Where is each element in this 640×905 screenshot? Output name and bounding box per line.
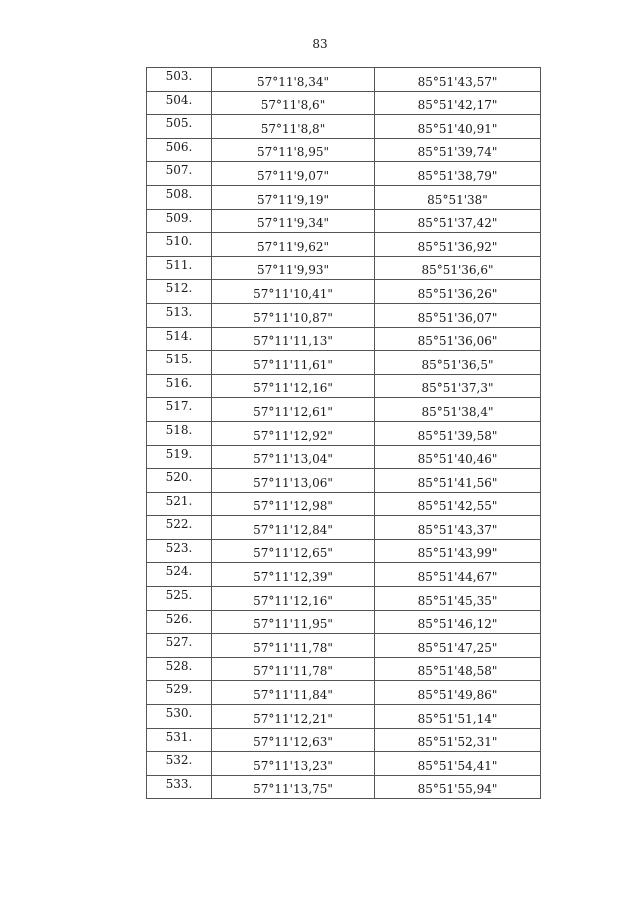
point-number-cell: 525. bbox=[147, 587, 212, 611]
table-row bbox=[147, 634, 541, 658]
table-row bbox=[147, 398, 541, 422]
latitude-cell: 57°11'13,23" bbox=[212, 752, 375, 776]
point-number-cell: 513. bbox=[147, 303, 212, 327]
longitude-cell: 85°51'38,79" bbox=[375, 162, 541, 186]
latitude-cell: 57°11'12,63" bbox=[212, 728, 375, 752]
latitude-cell: 57°11'9,19" bbox=[212, 185, 375, 209]
latitude-cell: 57°11'11,78" bbox=[212, 634, 375, 658]
point-number-cell: 530. bbox=[147, 705, 212, 729]
latitude-cell: 57°11'12,21" bbox=[212, 705, 375, 729]
table-row bbox=[147, 610, 541, 634]
table-row bbox=[147, 68, 541, 92]
point-number-cell: 510. bbox=[147, 233, 212, 257]
latitude-cell: 57°11'12,16" bbox=[212, 374, 375, 398]
point-number-cell: 515. bbox=[147, 351, 212, 375]
table-row bbox=[147, 539, 541, 563]
point-number-cell: 521. bbox=[147, 492, 212, 516]
point-number-cell: 527. bbox=[147, 634, 212, 658]
point-number-cell: 508. bbox=[147, 185, 212, 209]
point-number-cell: 523. bbox=[147, 539, 212, 563]
latitude-cell: 57°11'9,62" bbox=[212, 233, 375, 257]
longitude-cell: 85°51'39,74" bbox=[375, 138, 541, 162]
longitude-cell: 85°51'37,3" bbox=[375, 374, 541, 398]
point-number-cell: 528. bbox=[147, 657, 212, 681]
latitude-cell: 57°11'11,13" bbox=[212, 327, 375, 351]
table-row bbox=[147, 775, 541, 799]
table-row bbox=[147, 492, 541, 516]
table-row bbox=[147, 705, 541, 729]
longitude-cell: 85°51'40,46" bbox=[375, 445, 541, 469]
table-row bbox=[147, 209, 541, 233]
table-row bbox=[147, 516, 541, 540]
latitude-cell: 57°11'8,6" bbox=[212, 91, 375, 115]
point-number-cell: 505. bbox=[147, 115, 212, 139]
latitude-cell: 57°11'9,07" bbox=[212, 162, 375, 186]
latitude-cell: 57°11'13,75" bbox=[212, 775, 375, 799]
table-row bbox=[147, 563, 541, 587]
longitude-cell: 85°51'46,12" bbox=[375, 610, 541, 634]
table-row bbox=[147, 351, 541, 375]
latitude-cell: 57°11'11,61" bbox=[212, 351, 375, 375]
longitude-cell: 85°51'38,4" bbox=[375, 398, 541, 422]
longitude-cell: 85°51'42,17" bbox=[375, 91, 541, 115]
table-row bbox=[147, 162, 541, 186]
point-number-cell: 531. bbox=[147, 728, 212, 752]
latitude-cell: 57°11'9,93" bbox=[212, 256, 375, 280]
longitude-cell: 85°51'43,37" bbox=[375, 516, 541, 540]
page-number: 83 bbox=[312, 37, 328, 51]
latitude-cell: 57°11'12,84" bbox=[212, 516, 375, 540]
longitude-cell: 85°51'36,26" bbox=[375, 280, 541, 304]
longitude-cell: 85°51'54,41" bbox=[375, 752, 541, 776]
table-row bbox=[147, 374, 541, 398]
table-row bbox=[147, 138, 541, 162]
latitude-cell: 57°11'8,8" bbox=[212, 115, 375, 139]
latitude-cell: 57°11'11,84" bbox=[212, 681, 375, 705]
latitude-cell: 57°11'8,34" bbox=[212, 68, 375, 92]
latitude-cell: 57°11'13,04" bbox=[212, 445, 375, 469]
latitude-cell: 57°11'12,61" bbox=[212, 398, 375, 422]
longitude-cell: 85°51'36,5" bbox=[375, 351, 541, 375]
point-number-cell: 518. bbox=[147, 421, 212, 445]
longitude-cell: 85°51'37,42" bbox=[375, 209, 541, 233]
table-row bbox=[147, 587, 541, 611]
point-number-cell: 520. bbox=[147, 469, 212, 493]
table-row bbox=[147, 280, 541, 304]
table-row bbox=[147, 469, 541, 493]
point-number-cell: 517. bbox=[147, 398, 212, 422]
longitude-cell: 85°51'52,31" bbox=[375, 728, 541, 752]
point-number-cell: 522. bbox=[147, 516, 212, 540]
table-row bbox=[147, 233, 541, 257]
point-number-cell: 503. bbox=[147, 68, 212, 92]
latitude-cell: 57°11'12,39" bbox=[212, 563, 375, 587]
longitude-cell: 85°51'36,92" bbox=[375, 233, 541, 257]
point-number-cell: 533. bbox=[147, 775, 212, 799]
coordinates-table bbox=[146, 67, 541, 799]
point-number-cell: 526. bbox=[147, 610, 212, 634]
table-row bbox=[147, 185, 541, 209]
longitude-cell: 85°51'36,06" bbox=[375, 327, 541, 351]
table-row bbox=[147, 256, 541, 280]
latitude-cell: 57°11'11,95" bbox=[212, 610, 375, 634]
table-row bbox=[147, 752, 541, 776]
latitude-cell: 57°11'8,95" bbox=[212, 138, 375, 162]
point-number-cell: 516. bbox=[147, 374, 212, 398]
longitude-cell: 85°51'43,57" bbox=[375, 68, 541, 92]
point-number-cell: 512. bbox=[147, 280, 212, 304]
coordinates-table-body bbox=[147, 68, 541, 799]
point-number-cell: 506. bbox=[147, 138, 212, 162]
longitude-cell: 85°51'45,35" bbox=[375, 587, 541, 611]
point-number-cell: 532. bbox=[147, 752, 212, 776]
latitude-cell: 57°11'11,78" bbox=[212, 657, 375, 681]
latitude-cell: 57°11'10,41" bbox=[212, 280, 375, 304]
point-number-cell: 504. bbox=[147, 91, 212, 115]
table-row bbox=[147, 681, 541, 705]
longitude-cell: 85°51'47,25" bbox=[375, 634, 541, 658]
longitude-cell: 85°51'42,55" bbox=[375, 492, 541, 516]
longitude-cell: 85°51'36,6" bbox=[375, 256, 541, 280]
longitude-cell: 85°51'55,94" bbox=[375, 775, 541, 799]
longitude-cell: 85°51'41,56" bbox=[375, 469, 541, 493]
table-row bbox=[147, 303, 541, 327]
point-number-cell: 509. bbox=[147, 209, 212, 233]
longitude-cell: 85°51'39,58" bbox=[375, 421, 541, 445]
longitude-cell: 85°51'51,14" bbox=[375, 705, 541, 729]
latitude-cell: 57°11'12,98" bbox=[212, 492, 375, 516]
latitude-cell: 57°11'9,34" bbox=[212, 209, 375, 233]
latitude-cell: 57°11'13,06" bbox=[212, 469, 375, 493]
table-row bbox=[147, 327, 541, 351]
table-row bbox=[147, 421, 541, 445]
longitude-cell: 85°51'44,67" bbox=[375, 563, 541, 587]
longitude-cell: 85°51'36,07" bbox=[375, 303, 541, 327]
point-number-cell: 519. bbox=[147, 445, 212, 469]
table-row bbox=[147, 445, 541, 469]
longitude-cell: 85°51'43,99" bbox=[375, 539, 541, 563]
longitude-cell: 85°51'48,58" bbox=[375, 657, 541, 681]
latitude-cell: 57°11'12,16" bbox=[212, 587, 375, 611]
latitude-cell: 57°11'10,87" bbox=[212, 303, 375, 327]
latitude-cell: 57°11'12,92" bbox=[212, 421, 375, 445]
point-number-cell: 514. bbox=[147, 327, 212, 351]
latitude-cell: 57°11'12,65" bbox=[212, 539, 375, 563]
point-number-cell: 511. bbox=[147, 256, 212, 280]
point-number-cell: 507. bbox=[147, 162, 212, 186]
longitude-cell: 85°51'49,86" bbox=[375, 681, 541, 705]
point-number-cell: 524. bbox=[147, 563, 212, 587]
table-row bbox=[147, 115, 541, 139]
table-row bbox=[147, 91, 541, 115]
longitude-cell: 85°51'40,91" bbox=[375, 115, 541, 139]
table-row bbox=[147, 657, 541, 681]
point-number-cell: 529. bbox=[147, 681, 212, 705]
longitude-cell: 85°51'38" bbox=[375, 185, 541, 209]
table-row bbox=[147, 728, 541, 752]
